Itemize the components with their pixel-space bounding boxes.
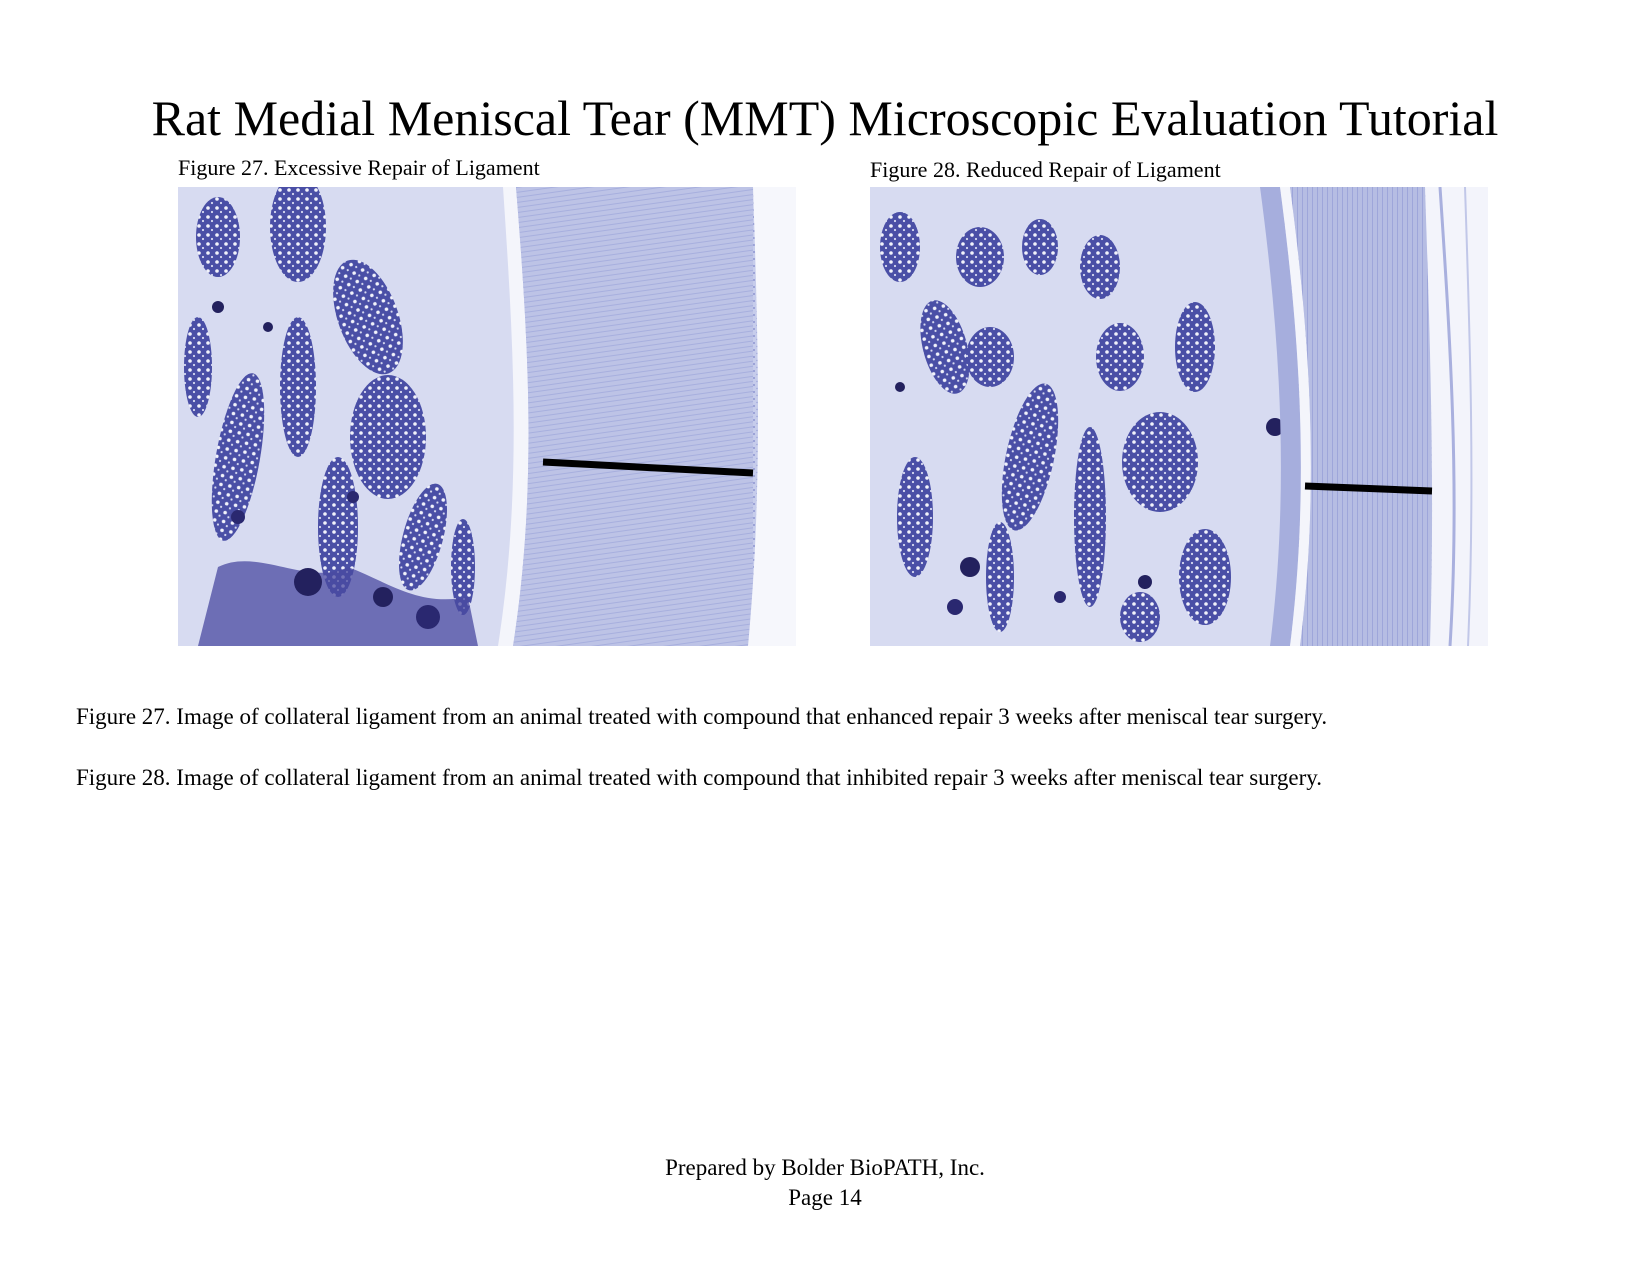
figure-28-caption: Figure 28. Image of collateral ligament from an animal treated with compound that inhibited repair 3 weeks after meniscal tear surgery. [76,765,1323,790]
figure-27-label: Figure 27. Excessive Repair of Ligament [178,155,540,180]
footer-prepared-by: Prepared by Bolder BioPATH, Inc. [665,1155,985,1180]
footer-page-number: Page 14 [788,1185,862,1210]
figure-28-label: Figure 28. Reduced Repair of Ligament [870,157,1221,182]
page-title: Rat Medial Meniscal Tear (MMT) Microscopic Evaluation Tutorial [151,90,1499,146]
figure-28-micrograph [870,187,1488,646]
figure-27-caption: Figure 27. Image of collateral ligament from an animal treated with compound that enhanced repair 3 weeks after meniscal tear surgery. [76,704,1328,729]
figure-27-micrograph [178,187,796,646]
